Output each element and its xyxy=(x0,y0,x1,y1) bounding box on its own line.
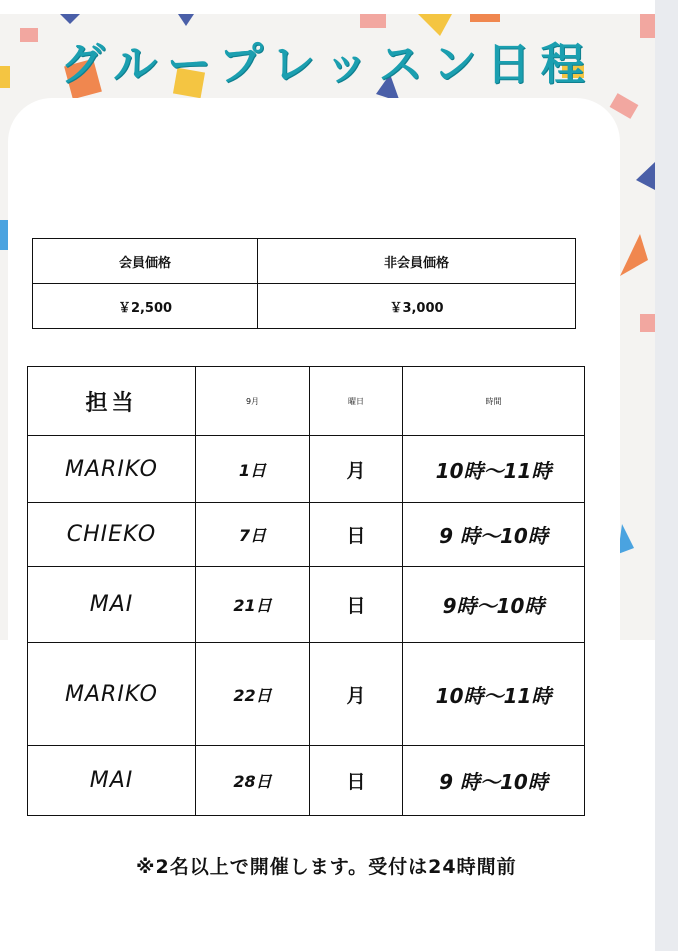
lesson-time: 10時～11時 xyxy=(403,436,585,503)
schedule-table xyxy=(27,366,585,816)
schedule-header-row xyxy=(28,367,585,436)
lesson-date: 1日 xyxy=(196,436,310,503)
table-row xyxy=(28,567,585,643)
page-title: グループレッスン日程 xyxy=(60,39,595,90)
month-header: 9月 xyxy=(196,367,310,436)
lesson-weekday: 日 xyxy=(310,567,403,643)
lesson-time: 9 時～10時 xyxy=(403,503,585,567)
non-member-price-header: 非会員価格 xyxy=(258,239,576,284)
member-price-header: 会員価格 xyxy=(33,239,258,284)
price-header-row xyxy=(33,239,576,284)
table-row xyxy=(28,643,585,746)
lesson-weekday: 月 xyxy=(310,436,403,503)
instructor-header: 担当 xyxy=(28,367,196,436)
lesson-time: 9 時～10時 xyxy=(403,746,585,816)
weekday-header: 曜日 xyxy=(310,367,403,436)
booking-note: ※2名以上で開催します。受付は24時間前 xyxy=(136,856,517,878)
table-row xyxy=(28,746,585,816)
instructor-name: MAI xyxy=(28,746,196,816)
table-row xyxy=(28,503,585,567)
price-value-row xyxy=(33,284,576,329)
member-price-value: ￥2,500 xyxy=(33,284,258,329)
instructor-name: CHIEKO xyxy=(28,503,196,567)
lesson-weekday: 日 xyxy=(310,503,403,567)
lesson-date: 28日 xyxy=(196,746,310,816)
instructor-name: MARIKO xyxy=(28,436,196,503)
lesson-weekday: 月 xyxy=(310,643,403,746)
lesson-time: 9時～10時 xyxy=(403,567,585,643)
lesson-date: 7日 xyxy=(196,503,310,567)
price-table xyxy=(32,238,576,329)
lesson-date: 21日 xyxy=(196,567,310,643)
lesson-date: 22日 xyxy=(196,643,310,746)
lesson-time: 10時～11時 xyxy=(403,643,585,746)
instructor-name: MAI xyxy=(28,567,196,643)
table-row xyxy=(28,436,585,503)
lesson-weekday: 日 xyxy=(310,746,403,816)
viewer-background xyxy=(655,0,678,951)
non-member-price-value: ￥3,000 xyxy=(258,284,576,329)
instructor-name: MARIKO xyxy=(28,643,196,746)
time-header: 時間 xyxy=(403,367,585,436)
